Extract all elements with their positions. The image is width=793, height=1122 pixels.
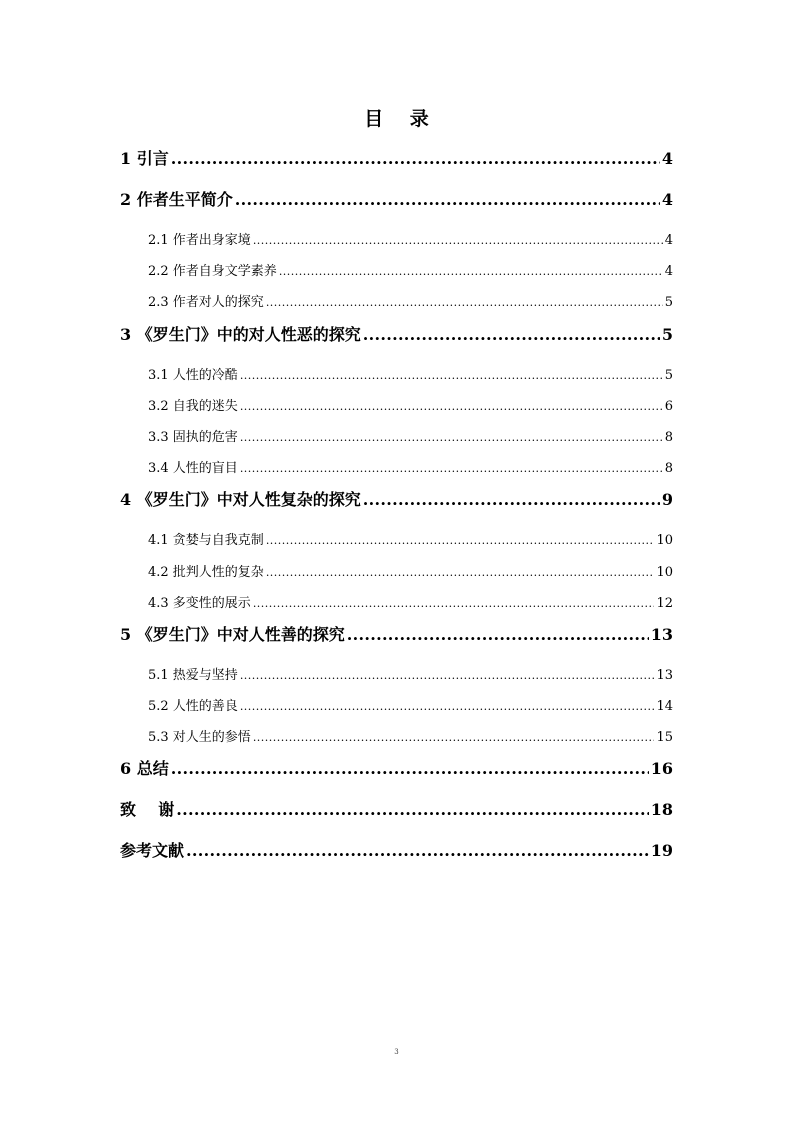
toc-entry-chapter-3[interactable] [120,319,673,360]
toc-leader-dots [240,691,655,722]
toc-entry-label: 5 《罗生门》中对人性善的探究 [120,624,345,644]
toc-subentry-3-1[interactable] [120,360,673,391]
toc-entry-page: 6 [664,398,673,414]
toc-entry-label: 4.1 贪婪与自我克制 [148,533,264,549]
toc-leader-dots [266,557,655,588]
toc-leader-dots [266,525,655,556]
toc-entry-author-biography[interactable] [120,184,673,225]
toc-leader-dots [240,453,663,484]
toc-entry-page: 5 [664,367,673,383]
toc-leader-dots [253,588,655,619]
toc-subentry-4-2[interactable] [120,557,673,588]
toc-leader-dots [240,660,655,691]
toc-subentry-3-2[interactable] [120,391,673,422]
toc-leader-dots [171,753,649,785]
toc-leader-dots [363,484,660,516]
toc-leader-dots [235,184,660,216]
toc-entry-references[interactable] [120,835,673,876]
toc-leader-dots [186,835,649,867]
toc-entry-page: 10 [656,564,673,580]
toc-entry-page: 9 [661,490,673,510]
toc-subentry-5-3[interactable] [120,722,673,753]
toc-entry-label: 3.1 人性的冷酷 [148,367,238,383]
toc-entry-label: 4.3 多变性的展示 [148,595,251,611]
toc-entry-label: 5.1 热爱与坚持 [148,667,238,683]
toc-entry-page: 13 [650,624,673,644]
toc-subentry-3-4[interactable] [120,453,673,484]
toc-entry-page: 12 [656,595,673,611]
toc-entry-page: 8 [664,429,673,445]
toc-subentry-4-1[interactable] [120,525,673,556]
toc-entry-page: 13 [656,667,673,683]
toc-leader-dots [253,722,655,753]
toc-entry-page: 10 [656,533,673,549]
toc-leader-dots [266,287,663,318]
toc-entry-page: 4 [661,190,673,209]
toc-leader-dots [347,619,649,651]
toc-entry-label: 4.2 批判人性的复杂 [148,564,264,580]
toc-title: 目 录 [364,108,429,130]
toc-leader-dots [363,319,660,351]
toc-entry-label: 2 作者生平简介 [120,190,233,209]
toc-subentry-2-3[interactable] [120,287,673,318]
toc-entry-label: 3.3 固执的危害 [148,429,238,445]
toc-entry-label: 3.2 自我的迷失 [148,398,238,414]
toc-entry-page: 4 [664,264,673,280]
toc-subentry-5-1[interactable] [120,660,673,691]
toc-entry-label: 6 总结 [120,759,169,779]
toc-entry-page: 14 [656,699,673,715]
toc-entry-chapter-4[interactable] [120,484,673,525]
toc-leader-dots [240,422,663,453]
toc-subentry-4-3[interactable] [120,588,673,619]
toc-entry-label: 1 引言 [120,149,169,168]
toc-subentry-2-1[interactable] [120,225,673,256]
toc-entry-acknowledgements[interactable] [120,794,673,835]
toc-subentry-5-2[interactable] [120,691,673,722]
toc-entry-page: 5 [664,295,673,311]
toc-entry-chapter-5[interactable] [120,619,673,660]
toc-entry-label: 5.2 人性的善良 [148,699,238,715]
toc-entry-conclusion[interactable] [120,753,673,794]
toc-leader-dots [176,794,648,826]
toc-leader-dots [253,225,663,256]
toc-list [120,143,673,876]
page-number: 3 [394,1048,399,1056]
toc-entry-label: 5.3 对人生的参悟 [148,730,251,746]
toc-leader-dots [240,391,663,422]
toc-entry-label: 4 《罗生门》中对人性复杂的探究 [120,490,361,510]
toc-entry-page: 16 [650,759,673,779]
toc-subentry-2-2[interactable] [120,256,673,287]
toc-entry-label: 2.2 作者自身文学素养 [148,264,277,280]
toc-entry-page: 4 [664,233,673,248]
toc-entry-page: 19 [650,841,673,861]
toc-entry-page: 18 [650,800,673,820]
toc-entry-label: 2.3 作者对人的探究 [148,295,264,311]
toc-entry-label: 3 《罗生门》中的对人性恶的探究 [120,324,361,344]
toc-entry-label: 致 谢 [120,800,175,820]
toc-subentry-3-3[interactable] [120,422,673,453]
toc-entry-page: 5 [661,324,673,344]
toc-entry-page: 15 [656,730,673,746]
toc-entry-page: 4 [661,149,673,168]
toc-entry-page: 8 [664,461,673,477]
toc-entry-label: 3.4 人性的盲目 [148,461,238,477]
toc-entry-label: 2.1 作者出身家境 [148,233,251,248]
toc-leader-dots [171,143,660,175]
toc-entry-introduction[interactable] [120,143,673,184]
toc-leader-dots [279,256,663,287]
toc-leader-dots [240,360,663,391]
toc-entry-label: 参考文献 [120,841,185,861]
